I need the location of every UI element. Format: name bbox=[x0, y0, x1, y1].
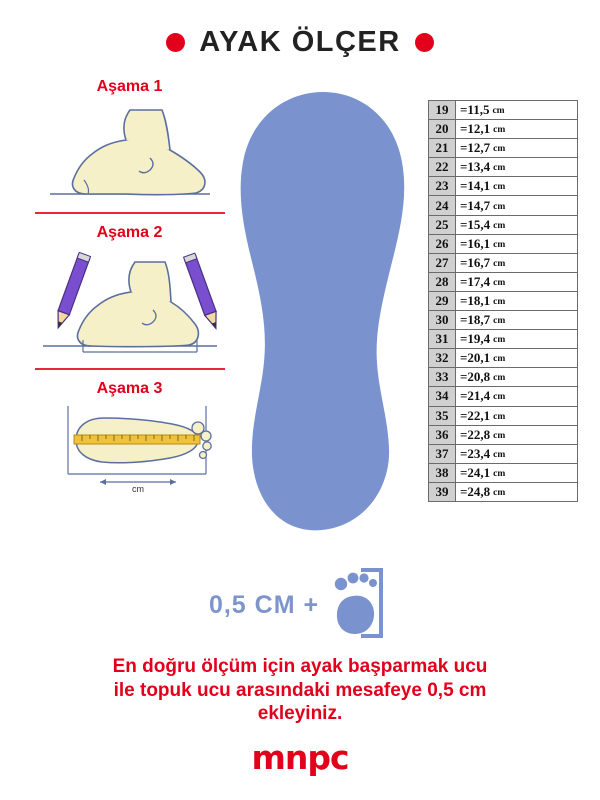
size-value: =22,8 cm bbox=[456, 426, 578, 444]
red-dot-left-icon bbox=[166, 33, 185, 52]
table-row bbox=[428, 311, 578, 330]
size-value: =16,1 cm bbox=[456, 235, 578, 253]
table-row bbox=[428, 139, 578, 158]
table-row bbox=[428, 216, 578, 235]
size-value: =15,4 cm bbox=[456, 216, 578, 234]
size-value: =23,4 cm bbox=[456, 445, 578, 463]
size-value: =12,1 cm bbox=[456, 120, 578, 138]
size-number: 34 bbox=[428, 387, 456, 405]
size-number: 23 bbox=[428, 177, 456, 195]
size-value: =19,4 cm bbox=[456, 330, 578, 348]
stage-1 bbox=[22, 78, 237, 206]
size-value: =21,4 cm bbox=[456, 387, 578, 405]
stage-2 bbox=[22, 224, 237, 362]
table-row bbox=[428, 101, 578, 120]
size-value: =20,1 cm bbox=[456, 349, 578, 367]
stages-column bbox=[22, 78, 237, 492]
size-number: 31 bbox=[428, 330, 456, 348]
size-number: 24 bbox=[428, 196, 456, 214]
size-number: 30 bbox=[428, 311, 456, 329]
instruction-note bbox=[30, 655, 570, 726]
table-row bbox=[428, 387, 578, 406]
size-value: =12,7 cm bbox=[456, 139, 578, 157]
size-value: =24,8 cm bbox=[456, 483, 578, 501]
size-number: 33 bbox=[428, 368, 456, 386]
size-number: 26 bbox=[428, 235, 456, 253]
page-title bbox=[0, 26, 600, 59]
table-row bbox=[428, 349, 578, 368]
size-number: 25 bbox=[428, 216, 456, 234]
size-number: 19 bbox=[428, 101, 456, 119]
table-row bbox=[428, 254, 578, 273]
svg-text:cm: cm bbox=[131, 484, 144, 492]
addition-row bbox=[190, 565, 420, 645]
size-number: 29 bbox=[428, 292, 456, 310]
divider-1 bbox=[35, 212, 225, 214]
size-number: 37 bbox=[428, 445, 456, 463]
table-row bbox=[428, 177, 578, 196]
title-text: AYAK ÖLÇER bbox=[199, 26, 401, 58]
stage-2-label: Aşama 2 bbox=[96, 224, 163, 241]
stage-1-label: Aşama 1 bbox=[96, 78, 163, 95]
size-number: 28 bbox=[428, 273, 456, 291]
stage-3-label: Aşama 3 bbox=[96, 380, 163, 397]
size-number: 32 bbox=[428, 349, 456, 367]
size-table bbox=[428, 100, 578, 502]
size-value: =18,7 cm bbox=[456, 311, 578, 329]
size-number: 39 bbox=[428, 483, 456, 501]
size-value: =18,1 cm bbox=[456, 292, 578, 310]
table-row bbox=[428, 235, 578, 254]
size-value: =16,7 cm bbox=[456, 254, 578, 272]
table-row bbox=[428, 120, 578, 139]
size-number: 21 bbox=[428, 139, 456, 157]
size-value: =11,5 cm bbox=[456, 101, 578, 119]
table-row bbox=[428, 158, 578, 177]
size-number: 27 bbox=[428, 254, 456, 272]
foot-with-pencils-icon bbox=[22, 244, 237, 362]
size-value: =13,4 cm bbox=[456, 158, 578, 176]
size-value: =24,1 cm bbox=[456, 464, 578, 482]
size-number: 35 bbox=[428, 407, 456, 425]
logo-text: mnpc bbox=[251, 738, 349, 777]
stage-3 bbox=[22, 380, 237, 492]
addition-text: 0,5 CM + bbox=[208, 590, 320, 619]
note-line-2: ile topuk ucu arasındaki mesafeye 0,5 cm bbox=[113, 679, 487, 701]
table-row bbox=[428, 426, 578, 445]
size-number: 22 bbox=[428, 158, 456, 176]
brand-logo bbox=[0, 738, 600, 777]
foot-side-view-icon bbox=[22, 98, 237, 206]
note-line-1: En doğru ölçüm için ayak başparmak ucu bbox=[112, 656, 488, 677]
size-number: 38 bbox=[428, 464, 456, 482]
table-row bbox=[428, 464, 578, 483]
size-value: =14,7 cm bbox=[456, 196, 578, 214]
table-row bbox=[428, 273, 578, 292]
table-row bbox=[428, 368, 578, 387]
size-value: =22,1 cm bbox=[456, 407, 578, 425]
footprint-ruler-icon bbox=[22, 400, 237, 492]
size-value: =14,1 cm bbox=[456, 177, 578, 195]
footprint-measure-icon bbox=[329, 564, 401, 647]
note-line-3: ekleyiniz. bbox=[257, 703, 343, 725]
divider-2 bbox=[35, 368, 225, 370]
table-row bbox=[428, 483, 578, 502]
table-row bbox=[428, 330, 578, 349]
size-number: 20 bbox=[428, 120, 456, 138]
red-dot-right-icon bbox=[415, 33, 434, 52]
table-row bbox=[428, 445, 578, 464]
insole-shape-icon bbox=[228, 88, 418, 538]
table-row bbox=[428, 407, 578, 426]
size-number: 36 bbox=[428, 426, 456, 444]
table-row bbox=[428, 196, 578, 215]
size-value: =17,4 cm bbox=[456, 273, 578, 291]
size-value: =20,8 cm bbox=[456, 368, 578, 386]
table-row bbox=[428, 292, 578, 311]
